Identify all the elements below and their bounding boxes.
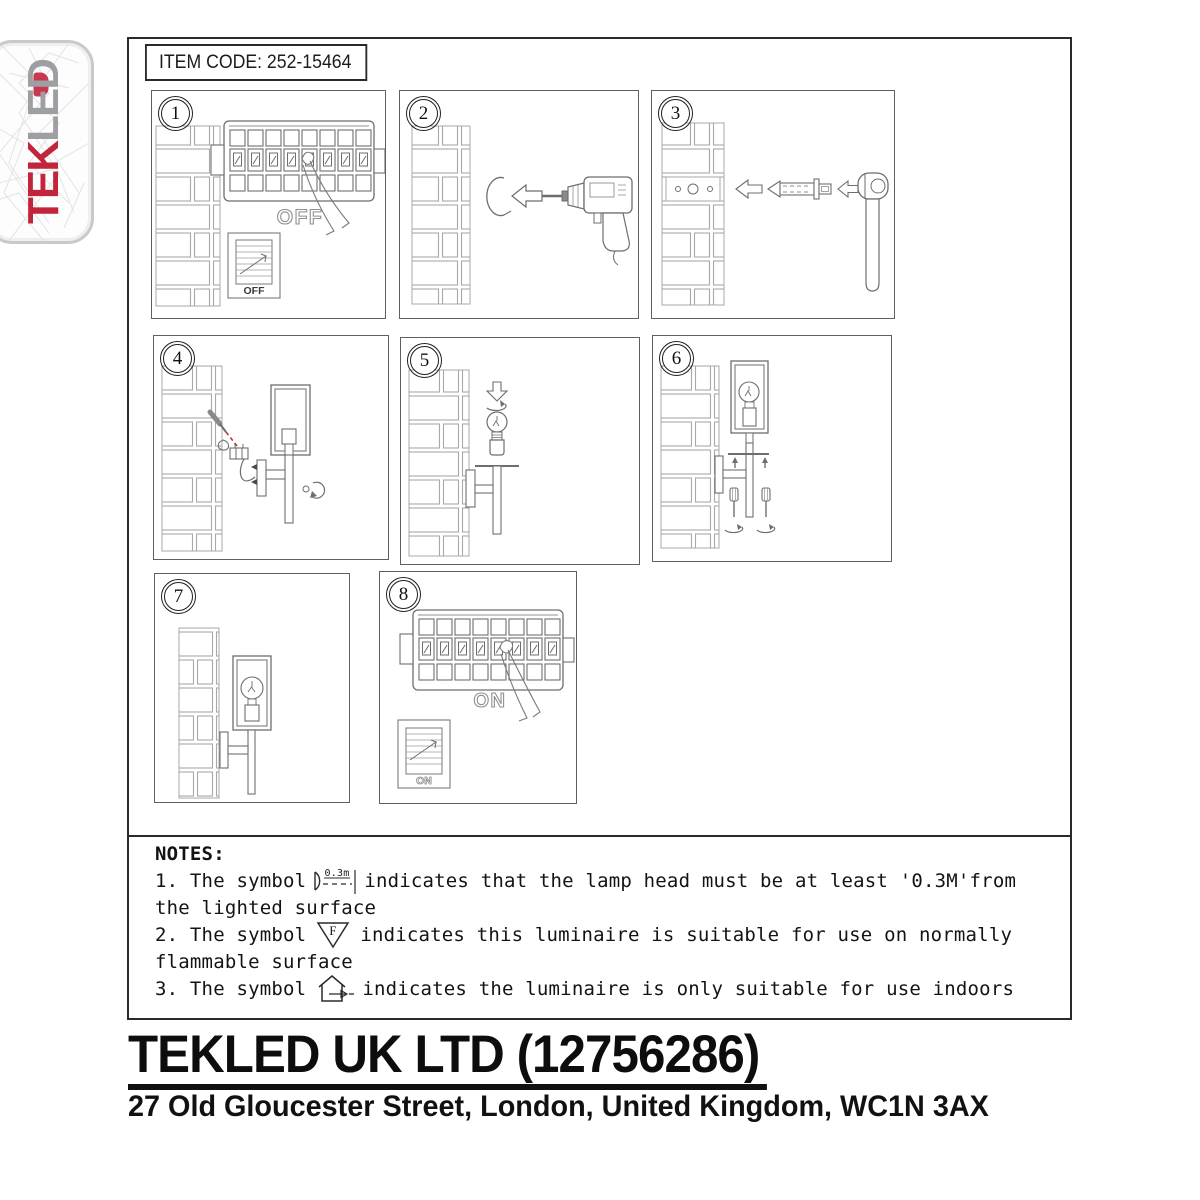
- note-3-prefix: 3. The symbol: [155, 977, 307, 1000]
- company-name: TEKLED UK LTD (12756286): [128, 1026, 767, 1090]
- step-number-8: 8: [389, 580, 418, 609]
- item-code-text: ITEM CODE: 252-15464: [158, 51, 352, 73]
- step-5-illustration-bulb: [401, 338, 639, 564]
- step-panel-8: [379, 571, 577, 804]
- step-number-7: 7: [164, 582, 193, 611]
- item-code-box: [145, 44, 367, 81]
- distance-value: 0.3m: [324, 867, 350, 879]
- step-panel-6: [652, 335, 892, 562]
- note-1-continued: the lighted surface: [155, 896, 377, 919]
- step-2-illustration-drill: [400, 91, 638, 318]
- step-number-3: 3: [661, 99, 690, 128]
- note-3-suffix: indicates the luminaire is only suitable for use indoors: [362, 977, 1015, 1000]
- manual-frame: [127, 37, 1072, 1020]
- power-state-label: ON: [473, 690, 507, 712]
- step-panel-5: [400, 337, 640, 565]
- notes-section: [155, 840, 1060, 1002]
- step-1-illustration-fusebox-off: [152, 91, 385, 318]
- flammable-surface-f-icon: [315, 920, 351, 950]
- min-distance-0-3m-icon: [308, 866, 362, 896]
- note-2-prefix: 2. The symbol: [155, 923, 307, 946]
- step-panel-2: [399, 90, 639, 319]
- step-panel-4: [153, 335, 389, 560]
- step-panel-1: [151, 90, 386, 319]
- step-number-1: 1: [161, 99, 190, 128]
- notes-divider: [127, 835, 1072, 837]
- indoor-use-house-icon: [313, 973, 355, 1005]
- step-number-5: 5: [410, 346, 439, 375]
- power-state-label: OFF: [276, 206, 324, 229]
- step-panel-7: [154, 573, 350, 803]
- step-panel-3: [651, 90, 895, 319]
- note-1: [155, 867, 1060, 894]
- note-3: [155, 975, 1060, 1002]
- note-1-suffix: indicates that the lamp head must be at least '0.3M'from: [364, 869, 1017, 892]
- tekled-logo: [0, 40, 94, 244]
- switch-state-label: OFF: [243, 285, 265, 297]
- step-number-4: 4: [163, 344, 192, 373]
- note-1-prefix: 1. The symbol: [155, 869, 307, 892]
- step-number-6: 6: [662, 344, 691, 373]
- company-address: 27 Old Gloucester Street, London, United Kingdom, WC1N 3AX: [128, 1090, 989, 1123]
- note-2-suffix: indicates this luminaire is suitable for use on normally: [360, 923, 1013, 946]
- step-number-2: 2: [409, 99, 438, 128]
- switch-state-label: ON: [416, 775, 432, 787]
- step-4-illustration-wiring: [154, 336, 388, 559]
- note-2-continued: flammable surface: [155, 950, 353, 973]
- note-2: [155, 921, 1060, 948]
- step-3-illustration-wall-plug: [652, 91, 894, 318]
- f-symbol-letter: F: [329, 922, 338, 938]
- notes-title: NOTES:: [155, 842, 225, 865]
- logo-led: LED: [19, 60, 69, 142]
- logo-wordmark: [19, 60, 69, 224]
- logo-tek: TEK: [19, 142, 69, 224]
- step-6-illustration-shade-screws: [653, 336, 891, 561]
